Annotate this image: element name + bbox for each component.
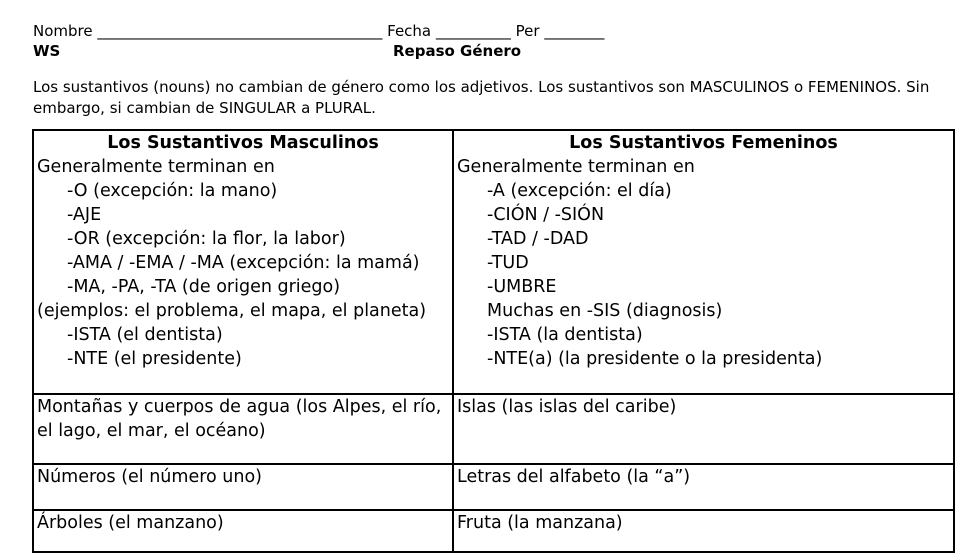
table-row xyxy=(33,464,954,510)
masculine-cell: Montañas y cuerpos de agua (los Alpes, el río, el lago, el mar, el océano) xyxy=(33,394,453,464)
list-item: -AJE xyxy=(67,205,102,225)
page-title: Repaso Género xyxy=(393,42,522,60)
masculine-column xyxy=(33,130,453,394)
intro-paragraph: Los sustantivos (nouns) no cambian de género como los adjetivos. Los sustantivos son MASCULINOS o FEMENINOS. Sin embargo, si cambian de SINGULAR a PLURAL. xyxy=(33,78,930,117)
masculine-cell: Números (el número uno) xyxy=(33,464,453,510)
list-item: -NTE(a) (la presidente o la presidenta) xyxy=(487,349,823,369)
list-item: -UMBRE xyxy=(487,277,557,297)
list-item: Generalmente terminan en xyxy=(457,157,695,177)
list-item: -TUD xyxy=(487,253,529,273)
list-item: -ISTA (la dentista) xyxy=(487,325,643,345)
worksheet-label: WS xyxy=(33,42,61,60)
list-item: -OR (excepción: la flor, la labor) xyxy=(67,229,346,249)
feminine-cell: Fruta (la manzana) xyxy=(453,510,954,552)
header-name-date-period: Nombre ______________________________________ Fecha __________ Per ________ xyxy=(33,22,605,40)
feminine-heading: Los Sustantivos Femeninos xyxy=(569,133,838,153)
list-item: -AMA / -EMA / -MA (excepción: la mamá) xyxy=(67,253,420,273)
list-item: -A (excepción: el día) xyxy=(487,181,672,201)
list-item: -CIÓN / -SIÓN xyxy=(487,205,605,225)
list-item: -O (excepción: la mano) xyxy=(67,181,278,201)
table-row xyxy=(33,510,954,552)
feminine-cell: Islas (las islas del caribe) xyxy=(453,394,954,464)
list-item: (ejemplos: el problema, el mapa, el planeta) xyxy=(37,301,427,321)
feminine-cell: Letras del alfabeto (la “a”) xyxy=(453,464,954,510)
list-item: Generalmente terminan en xyxy=(37,157,275,177)
feminine-column xyxy=(453,130,954,394)
table-row xyxy=(33,130,954,394)
list-item: -ISTA (el dentista) xyxy=(67,325,223,345)
list-item: -NTE (el presidente) xyxy=(67,349,242,369)
list-item: Muchas en -SIS (diagnosis) xyxy=(487,301,723,321)
table-row xyxy=(33,394,954,464)
gender-table xyxy=(32,129,955,553)
list-item: -MA, -PA, -TA (de origen griego) xyxy=(67,277,341,297)
masculine-heading: Los Sustantivos Masculinos xyxy=(107,133,379,153)
list-item: -TAD / -DAD xyxy=(487,229,589,249)
masculine-cell: Árboles (el manzano) xyxy=(33,510,453,552)
